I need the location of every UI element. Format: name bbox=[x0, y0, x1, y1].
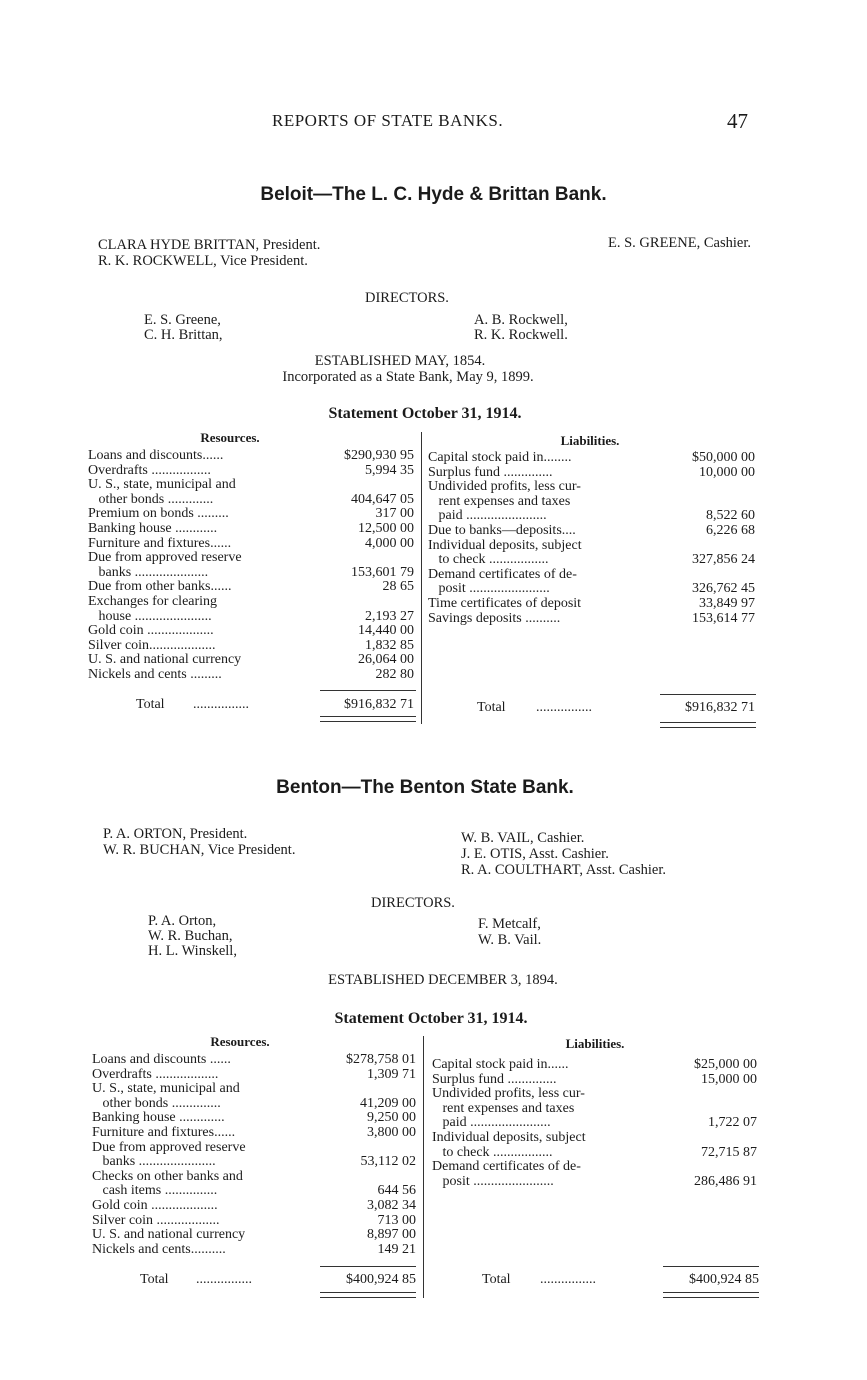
ledger-item-label: rent expenses and taxes bbox=[428, 494, 571, 509]
ledger-item-label: Premium on bonds ......... bbox=[88, 507, 229, 522]
director-name: P. A. Orton, bbox=[148, 913, 217, 929]
ledger-item-label: other bonds ............. bbox=[88, 492, 214, 507]
ledger-item-amount: $50,000 00 bbox=[692, 450, 755, 465]
ledger-item-label: Nickels and cents.......... bbox=[92, 1242, 226, 1257]
ledger-row bbox=[88, 624, 414, 639]
total-dots: ................ bbox=[196, 1272, 252, 1287]
ledger-row bbox=[88, 610, 414, 625]
ledger-row bbox=[92, 1184, 416, 1199]
ledger-row bbox=[92, 1170, 416, 1185]
ledger-row bbox=[88, 595, 414, 610]
ledger-item-label: Due to banks—deposits.... bbox=[428, 523, 576, 538]
ledger-item-amount: 3,800 00 bbox=[367, 1124, 416, 1140]
ledger-item-amount: 326,762 45 bbox=[692, 581, 755, 597]
ledger-item-amount: 8,522 60 bbox=[706, 508, 755, 524]
director-name: H. L. Winskell, bbox=[148, 943, 237, 959]
total-dots: ................ bbox=[193, 697, 249, 712]
ledger-row bbox=[432, 1160, 757, 1175]
ledger-row bbox=[92, 1141, 416, 1156]
ledger-row bbox=[428, 597, 755, 612]
officer-vice-president: W. R. BUCHAN, Vice President. bbox=[103, 842, 296, 858]
ledger-row bbox=[432, 1175, 757, 1190]
ledger-row bbox=[428, 612, 755, 627]
officer-president: CLARA HYDE BRITTAN, President. bbox=[98, 237, 321, 253]
ledger-row bbox=[428, 568, 755, 583]
statement-heading: Statement October 31, 1914. bbox=[328, 405, 522, 422]
ledger-item-label: Capital stock paid in........ bbox=[428, 451, 572, 465]
ledger-item-label: Overdrafts .................. bbox=[92, 1067, 219, 1082]
ledger-item-label: Overdrafts ................. bbox=[88, 463, 211, 478]
ledger-row bbox=[432, 1087, 757, 1102]
ledger-item-label: Silver coin .................. bbox=[92, 1213, 220, 1228]
ledger-item-label: house ...................... bbox=[88, 609, 212, 624]
ledger-item-label: posit ....................... bbox=[432, 1174, 554, 1189]
ledger-row bbox=[428, 539, 755, 554]
officer-cashier: W. B. VAIL, Cashier. bbox=[461, 830, 585, 846]
ledger-item-amount: $278,758 01 bbox=[346, 1052, 416, 1067]
total-label: Total bbox=[482, 1272, 511, 1287]
ledger-item-label: to check ................. bbox=[428, 553, 549, 568]
ledger-item-label: paid ....................... bbox=[432, 1116, 551, 1131]
total-double-rule bbox=[663, 1292, 759, 1298]
bank-title-beloit: Beloit—The L. C. Hyde & Brittan Bank. bbox=[260, 184, 607, 205]
officer-cashier: E. S. GREENE, Cashier. bbox=[608, 235, 751, 251]
ledger-row bbox=[92, 1126, 416, 1141]
directors-heading: DIRECTORS. bbox=[365, 290, 449, 306]
ledger-item-label: rent expenses and taxes bbox=[432, 1101, 575, 1116]
director-name: C. H. Brittan, bbox=[144, 327, 223, 343]
ledger-item-label: Surplus fund .............. bbox=[428, 465, 553, 480]
ledger-item-amount: 10,000 00 bbox=[699, 464, 755, 480]
directors-heading: DIRECTORS. bbox=[371, 895, 455, 911]
total-double-rule bbox=[320, 1292, 416, 1298]
ledger-item-amount: 3,082 34 bbox=[367, 1197, 416, 1213]
ledger-row bbox=[88, 668, 414, 683]
ledger-row bbox=[88, 537, 414, 552]
officer-asst-cashier: R. A. COULTHART, Asst. Cashier. bbox=[461, 862, 666, 878]
ledger-item-label: U. S. and national currency bbox=[92, 1228, 246, 1243]
ledger-row bbox=[92, 1053, 416, 1068]
ledger-row bbox=[428, 495, 755, 510]
liabilities-total: $400,924 85 bbox=[689, 1272, 759, 1287]
total-rule bbox=[320, 1266, 416, 1267]
ledger-item-label: Banking house ............. bbox=[92, 1111, 225, 1126]
ledger-row bbox=[92, 1214, 416, 1229]
ledger-row bbox=[88, 464, 414, 479]
ledger-item-label: Capital stock paid in...... bbox=[432, 1058, 569, 1072]
total-rule bbox=[660, 694, 756, 695]
ledger-item-amount: 41,209 00 bbox=[360, 1095, 416, 1111]
ledger-item-label: Banking house ............ bbox=[88, 521, 218, 536]
page-number: 47 bbox=[727, 109, 748, 133]
ledger-item-label: Furniture and fixtures...... bbox=[88, 536, 232, 551]
ledger-item-label: Due from approved reserve bbox=[88, 551, 242, 566]
ledger-row bbox=[88, 522, 414, 537]
ledger-item-label: posit ....................... bbox=[428, 582, 550, 597]
ledger-item-label: Loans and discounts...... bbox=[88, 449, 224, 463]
total-dots: ................ bbox=[536, 700, 592, 715]
ledger-row bbox=[428, 480, 755, 495]
ledger-row bbox=[88, 449, 414, 464]
ledger-row bbox=[432, 1102, 757, 1117]
ledger-item-label: Loans and discounts ...... bbox=[92, 1053, 231, 1067]
liabilities-total: $916,832 71 bbox=[685, 700, 755, 715]
ledger-item-label: Due from approved reserve bbox=[92, 1140, 246, 1155]
director-name: E. S. Greene, bbox=[144, 312, 221, 328]
ledger-item-label: Individual deposits, subject bbox=[432, 1130, 586, 1145]
director-name: W. R. Buchan, bbox=[148, 928, 233, 944]
ledger-row bbox=[92, 1097, 416, 1112]
ledger-row bbox=[92, 1111, 416, 1126]
total-dots: ................ bbox=[540, 1272, 596, 1287]
ledger-row bbox=[428, 524, 755, 539]
ledger-item-amount: 286,486 91 bbox=[694, 1173, 757, 1189]
ledger-row bbox=[92, 1228, 416, 1243]
established-line: ESTABLISHED DECEMBER 3, 1894. bbox=[328, 972, 558, 988]
ledger-row bbox=[432, 1073, 757, 1088]
ledger-item-amount: 26,064 00 bbox=[358, 652, 414, 668]
ledger-row bbox=[88, 653, 414, 668]
ledger-row bbox=[88, 493, 414, 508]
ledger-item-amount: 713 00 bbox=[377, 1212, 416, 1228]
ledger-row bbox=[428, 582, 755, 597]
ledger-item-label: other bonds .............. bbox=[92, 1096, 221, 1111]
director-name: R. K. Rockwell. bbox=[474, 327, 568, 343]
ledger-item-amount: 149 21 bbox=[377, 1241, 416, 1257]
established-line: ESTABLISHED MAY, 1854. bbox=[314, 353, 486, 369]
resources-table bbox=[92, 1053, 416, 1257]
ledger-item-amount: 1,722 07 bbox=[708, 1115, 757, 1131]
ledger-row bbox=[88, 507, 414, 522]
ledger-row bbox=[92, 1155, 416, 1170]
ledger-item-amount: 5,994 35 bbox=[365, 462, 414, 478]
ledger-item-amount: 644 56 bbox=[377, 1183, 416, 1199]
officer-asst-cashier: J. E. OTIS, Asst. Cashier. bbox=[461, 846, 609, 862]
ledger-row bbox=[92, 1243, 416, 1258]
ledger-row bbox=[428, 451, 755, 466]
ledger-item-label: Undivided profits, less cur- bbox=[432, 1087, 585, 1102]
statement-heading: Statement October 31, 1914. bbox=[334, 1010, 528, 1027]
ledger-item-label: U. S., state, municipal and bbox=[88, 478, 236, 493]
liabilities-heading: Liabilities. bbox=[560, 433, 620, 448]
ledger-item-label: Undivided profits, less cur- bbox=[428, 480, 581, 495]
ledger-row bbox=[432, 1131, 757, 1146]
ledger-item-label: Due from other banks...... bbox=[88, 580, 232, 595]
ledger-row bbox=[88, 551, 414, 566]
ledger-item-label: Individual deposits, subject bbox=[428, 538, 582, 553]
ledger-item-amount: $290,930 95 bbox=[344, 448, 414, 463]
ledger-row bbox=[88, 566, 414, 581]
ledger-item-amount: 72,715 87 bbox=[701, 1144, 757, 1160]
ledger-item-amount: 153,614 77 bbox=[692, 610, 755, 626]
ledger-item-label: U. S. and national currency bbox=[88, 653, 242, 668]
ledger-item-label: Furniture and fixtures...... bbox=[92, 1125, 236, 1140]
ledger-row bbox=[88, 580, 414, 595]
ledger-item-label: Exchanges for clearing bbox=[88, 594, 218, 609]
total-rule bbox=[663, 1266, 759, 1267]
ledger-item-label: to check ................. bbox=[432, 1145, 553, 1160]
ledger-row bbox=[432, 1058, 757, 1073]
officer-vice-president: R. K. ROCKWELL, Vice President. bbox=[98, 253, 308, 269]
ledger-item-label: banks ..................... bbox=[88, 565, 209, 580]
ledger-item-amount: 12,500 00 bbox=[358, 520, 414, 536]
ledger-item-label: Time certificates of deposit bbox=[428, 596, 582, 611]
ledger-item-label: U. S., state, municipal and bbox=[92, 1082, 240, 1097]
ledger-item-amount: 6,226 68 bbox=[706, 522, 755, 538]
liabilities-heading: Liabilities. bbox=[565, 1036, 625, 1051]
ledger-row bbox=[428, 553, 755, 568]
ledger-item-amount: 9,250 00 bbox=[367, 1110, 416, 1126]
ledger-item-amount: 28 65 bbox=[382, 579, 414, 595]
ledger-item-amount: 327,856 24 bbox=[692, 552, 755, 568]
officer-president: P. A. ORTON, President. bbox=[103, 826, 248, 842]
resources-heading: Resources. bbox=[210, 1034, 270, 1049]
ledger-item-amount: 2,193 27 bbox=[365, 608, 414, 624]
resources-heading: Resources. bbox=[200, 430, 260, 445]
column-divider bbox=[423, 1036, 424, 1298]
resources-total: $400,924 85 bbox=[346, 1272, 416, 1287]
total-label: Total bbox=[136, 697, 165, 712]
director-name: W. B. Vail. bbox=[478, 932, 542, 948]
ledger-item-amount: $25,000 00 bbox=[694, 1057, 757, 1072]
ledger-item-label: Silver coin................... bbox=[88, 638, 216, 653]
ledger-item-amount: 33,849 97 bbox=[699, 595, 755, 611]
ledger-item-amount: 1,309 71 bbox=[367, 1066, 416, 1082]
ledger-row bbox=[92, 1082, 416, 1097]
ledger-item-amount: 404,647 05 bbox=[351, 491, 414, 507]
ledger-item-label: banks ...................... bbox=[92, 1155, 216, 1170]
incorporated-line: Incorporated as a State Bank, May 9, 1899. bbox=[282, 369, 534, 385]
ledger-item-label: Surplus fund .............. bbox=[432, 1072, 557, 1087]
ledger-row bbox=[428, 466, 755, 481]
ledger-item-amount: 317 00 bbox=[375, 506, 414, 522]
ledger-item-amount: 14,440 00 bbox=[358, 623, 414, 639]
ledger-item-amount: 282 80 bbox=[375, 666, 414, 682]
bank-title-benton: Benton—The Benton State Bank. bbox=[276, 777, 574, 798]
director-name: A. B. Rockwell, bbox=[474, 312, 568, 328]
liabilities-table bbox=[428, 451, 755, 626]
ledger-item-label: Demand certificates of de- bbox=[428, 567, 577, 582]
column-divider bbox=[421, 432, 422, 724]
total-double-rule bbox=[660, 722, 756, 728]
ledger-row bbox=[88, 639, 414, 654]
ledger-item-amount: 15,000 00 bbox=[701, 1071, 757, 1087]
total-label: Total bbox=[140, 1272, 169, 1287]
ledger-row bbox=[432, 1116, 757, 1131]
ledger-item-amount: 1,832 85 bbox=[365, 637, 414, 653]
total-label: Total bbox=[477, 700, 506, 715]
ledger-item-label: Savings deposits .......... bbox=[428, 611, 561, 626]
ledger-item-label: cash items ............... bbox=[92, 1184, 218, 1199]
ledger-item-amount: 153,601 79 bbox=[351, 564, 414, 580]
running-head: REPORTS OF STATE BANKS. bbox=[272, 111, 504, 130]
ledger-item-label: Gold coin ................... bbox=[92, 1198, 218, 1213]
ledger-row bbox=[432, 1146, 757, 1161]
ledger-item-label: Nickels and cents ......... bbox=[88, 667, 222, 682]
liabilities-table bbox=[432, 1058, 757, 1189]
total-rule bbox=[320, 690, 416, 691]
ledger-item-label: Gold coin ................... bbox=[88, 624, 214, 639]
ledger-item-label: paid ....................... bbox=[428, 509, 547, 524]
ledger-item-amount: 8,897 00 bbox=[367, 1227, 416, 1243]
ledger-item-amount: 4,000 00 bbox=[365, 535, 414, 551]
resources-table bbox=[88, 449, 414, 683]
ledger-row bbox=[92, 1068, 416, 1083]
ledger-row bbox=[92, 1199, 416, 1214]
director-name: F. Metcalf, bbox=[478, 916, 541, 932]
total-double-rule bbox=[320, 716, 416, 722]
ledger-item-amount: 53,112 02 bbox=[360, 1154, 416, 1170]
ledger-item-label: Demand certificates of de- bbox=[432, 1160, 581, 1175]
ledger-item-label: Checks on other banks and bbox=[92, 1169, 243, 1184]
ledger-row bbox=[88, 478, 414, 493]
ledger-row bbox=[428, 509, 755, 524]
resources-total: $916,832 71 bbox=[344, 697, 414, 712]
